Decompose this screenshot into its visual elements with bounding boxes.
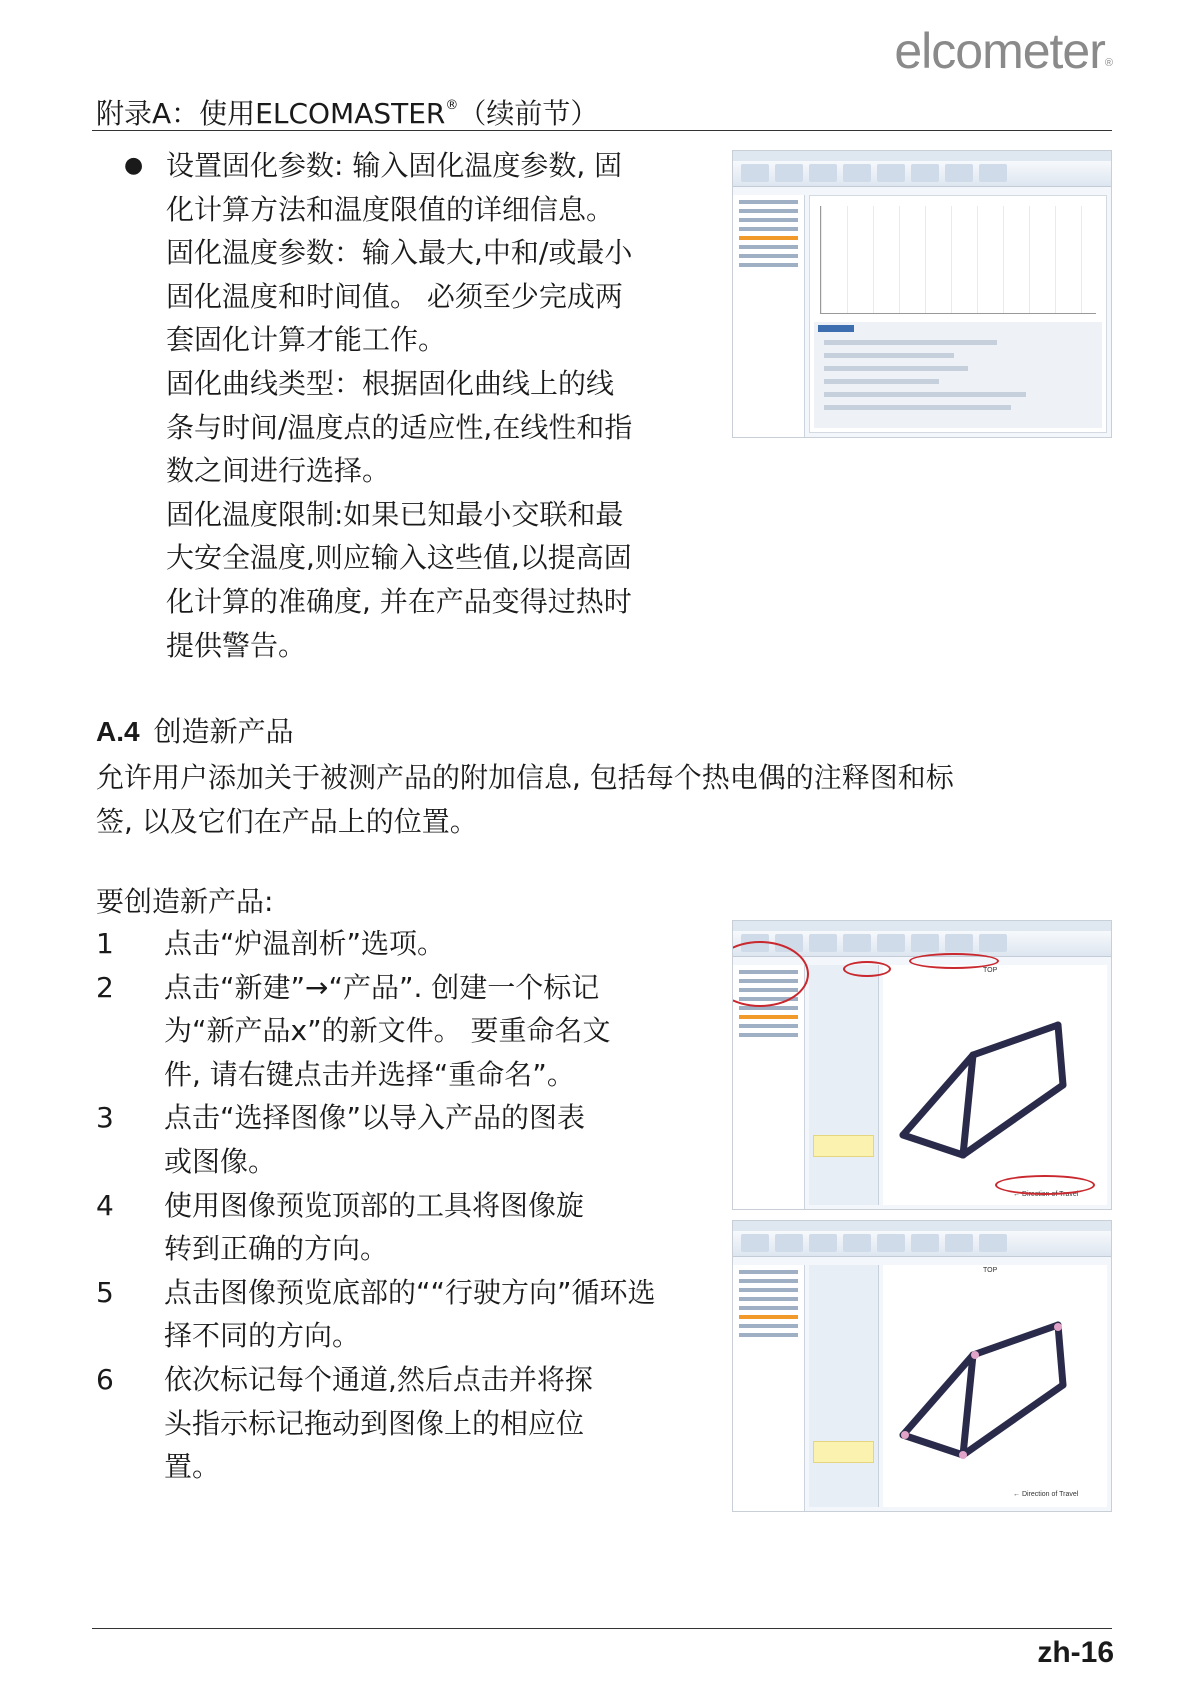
bullet-line: 大安全温度,则应输入这些值,以提高固 [166,541,632,575]
intro-line: 签, 以及它们在产品上的位置。 [96,805,478,838]
step-item: 1 点击“炉温剖析”选项。 [96,927,446,960]
intro-line: 允许用户添加关于被测产品的附加信息, 包括每个热电偶的注释图和标 [96,761,954,794]
page-header-title: 附录A：使用ELCOMASTER®（续前节） [96,97,599,130]
bullet-line: 数之间进行选择。 [166,454,391,488]
bike-frame-image [883,1265,1109,1509]
bullet-line: 设置固化参数: 输入固化温度参数, 固 [166,149,623,182]
bullet-line: 套固化计算才能工作。 [166,323,447,357]
footer-divider [92,1628,1112,1629]
bullet-line: 固化曲线类型：根据固化曲线上的线 [166,366,615,400]
elcometer-logo: elcometer® [894,23,1112,79]
bullet-line: 固化温度和时间值。 必须至少完成两 [166,279,623,313]
step-item: 5 点击图像预览底部的““行驶方向”循环选 择不同的方向。 [96,1275,656,1353]
step-item: 4 使用图像预览顶部的工具将图像旋 转到正确的方向。 [96,1188,585,1266]
step-item: 2 点击“新建”→“产品”. 创建一个标记 为“新产品x”的新文件。 要重命名文 件, 请右键点击并选择“重命名”。 [96,970,611,1091]
product-channels-screenshot [732,1220,1112,1512]
steps-list [96,922,736,1489]
annotation-circle [909,953,999,969]
header-divider [92,130,1112,131]
step-item: 3 点击“选择图像”以导入产品的图表 或图像。 [96,1101,586,1178]
bullet-text [166,144,726,667]
steps-intro: 要创造新产品: [96,885,274,918]
page-number: zh-16 [1037,1636,1114,1669]
bullet-line: 固化温度参数：输入最大,中和/或最小 [166,236,633,270]
direction-of-travel-label: ← Direction of Travel [1013,1191,1079,1198]
bullet-line: 化计算方法和温度限值的详细信息。 [166,192,615,226]
bullet-line: 条与时间/温度点的适应性,在线性和指 [166,410,633,444]
section-intro [96,756,1116,844]
cure-chart-area [820,206,1096,314]
cure-parameters-form [814,322,1102,428]
section-heading: A.4 创造新产品 [96,715,294,748]
bullet-line: 提供警告。 [166,628,307,662]
step-item: 6 依次标记每个通道,然后点击并将探 头指示标记拖动到图像上的相应位 置。 [96,1362,593,1484]
annotation-circle [995,1175,1095,1195]
view-label: TOP [983,1267,998,1274]
cure-settings-screenshot [732,150,1112,438]
direction-of-travel-label: ← Direction of Travel [1013,1491,1079,1498]
bullet-icon: ● [124,153,144,178]
bullet-line: 化计算的准确度, 并在产品变得过热时 [166,584,632,618]
annotation-circle [843,961,891,977]
view-label: TOP [983,967,998,974]
new-product-screenshot [732,920,1112,1210]
bike-frame-image [883,965,1109,1205]
bullet-line: 固化温度限制:如果已知最小交联和最 [166,497,624,531]
